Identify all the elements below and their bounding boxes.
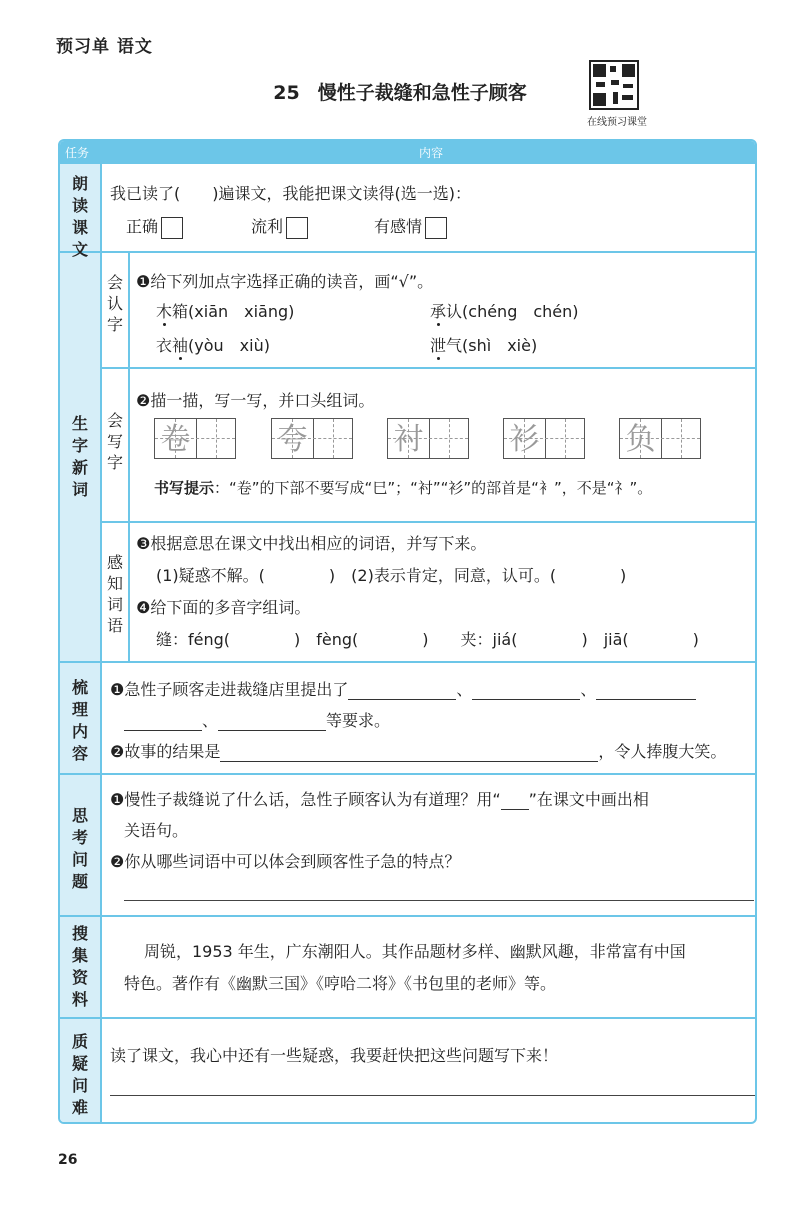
trace-char-3: 衬 [393, 422, 424, 457]
row-label-think: 思 考 问 题 [71, 806, 88, 891]
checkbox-expressive[interactable] [425, 217, 447, 239]
question-prompt: 读了课文，我心中还有一些疑惑，我要赶快把这些问题写下来！ [110, 1046, 559, 1065]
worksheet-table [58, 139, 757, 1124]
row-label-read: 朗 读 课 文 [71, 174, 88, 259]
lesson-title [0, 78, 800, 105]
row-label-sort: 梳 理 内 容 [71, 678, 88, 763]
perceive-question-3: ❸根据意思在课文中找出相应的词语，并写下来。 [136, 534, 487, 553]
writing-grid-1[interactable] [154, 418, 236, 459]
header-content: 内容 [419, 146, 444, 160]
collect-para-1: 周锐，1953 年生，广东潮阳人。其作品题材多样、幽默风趣，非常富有中国 [144, 942, 686, 961]
think-q1-cont: 关语句。 [124, 821, 189, 840]
trace-char-4: 衫 [509, 422, 540, 457]
row-label-question: 质 疑 问 难 [71, 1032, 88, 1117]
reading-item-2[interactable]: 承认(chéng chén) [430, 302, 579, 321]
sort-q2: ❷故事的结果是 ，令人捧腹大笑。 [110, 742, 727, 761]
trace-char-5: 负 [625, 422, 656, 457]
sublabel-perceive: 感 知 词 语 [106, 553, 123, 635]
writing-grid-5[interactable] [619, 418, 701, 459]
checkbox-fluent[interactable] [286, 217, 308, 239]
read-option-fluent[interactable]: 流利 [251, 214, 308, 239]
qr-code-icon[interactable] [589, 60, 639, 110]
trace-char-1: 卷 [160, 422, 191, 457]
answer-line-question[interactable] [110, 1095, 755, 1096]
reading-item-3[interactable]: 衣袖(yòu xiù) [156, 336, 270, 355]
think-q2: ❷你从哪些词语中可以体会到顾客性子急的特点？ [110, 852, 461, 871]
perceive-answers-3[interactable]: (1)疑惑不解。( ) (2)表示肯定，同意，认可。( ) [156, 566, 627, 585]
row-label-shengzi: 生 字 新 词 [71, 414, 88, 499]
sublabel-write: 会 写 字 [106, 411, 123, 472]
think-q1: ❶慢性子裁缝说了什么话，急性子顾客认为有道理？用“ ”在课文中画出相 [110, 790, 649, 809]
writing-grid-2[interactable] [271, 418, 353, 459]
trace-char-2: 夸 [277, 422, 308, 457]
sublabel-recognize: 会 认 字 [106, 273, 123, 334]
page-number: 26 [58, 1152, 78, 1168]
lesson-title-text: 慢性子裁缝和急性子顾客 [317, 82, 527, 104]
writing-grid-3[interactable] [387, 418, 469, 459]
polyphone-answers[interactable]: 缝：féng( ) fèng( ) 夹：jiá( ) jiā( ) [156, 630, 699, 649]
reading-item-4[interactable]: 泄气(shì xiè) [430, 336, 538, 355]
qr-label: 在线预习课堂 [587, 117, 647, 128]
perceive-question-4: ❹给下面的多音字组词。 [136, 598, 311, 617]
write-question: ❷描一描，写一写，并口头组词。 [136, 391, 375, 410]
row-label-collect: 搜 集 资 料 [71, 924, 88, 1009]
read-option-correct[interactable]: 正确 [126, 214, 183, 239]
writing-grid-4[interactable] [503, 418, 585, 459]
answer-line-think[interactable] [124, 900, 754, 901]
reading-item-1[interactable]: 木箱(xiān xiāng) [156, 302, 295, 321]
sort-q1-cont: 、 等要求。 [124, 708, 390, 731]
book-header: 预习单 语文 [56, 37, 153, 57]
lesson-number: 25 [273, 82, 300, 104]
checkbox-correct[interactable] [161, 217, 183, 239]
recognize-question: ❶给下列加点字选择正确的读音，画“√”。 [136, 272, 434, 291]
read-option-expressive[interactable]: 有感情 [374, 214, 447, 239]
header-task: 任务 [65, 146, 90, 160]
collect-para-2: 特色。著作有《幽默三国》《哼哈二将》《书包里的老师》等。 [124, 974, 557, 993]
sort-q1: ❶急性子顾客走进裁缝店里提出了 、 、 [110, 677, 696, 700]
read-statement: 我已读了( )遍课文，我能把课文读得(选一选)： [110, 184, 471, 203]
table-header [60, 141, 755, 164]
writing-tip: 书写提示：“卷”的下部不要写成“巳”；“衬”“衫”的部首是“衤”，不是“礻”。 [154, 479, 653, 497]
